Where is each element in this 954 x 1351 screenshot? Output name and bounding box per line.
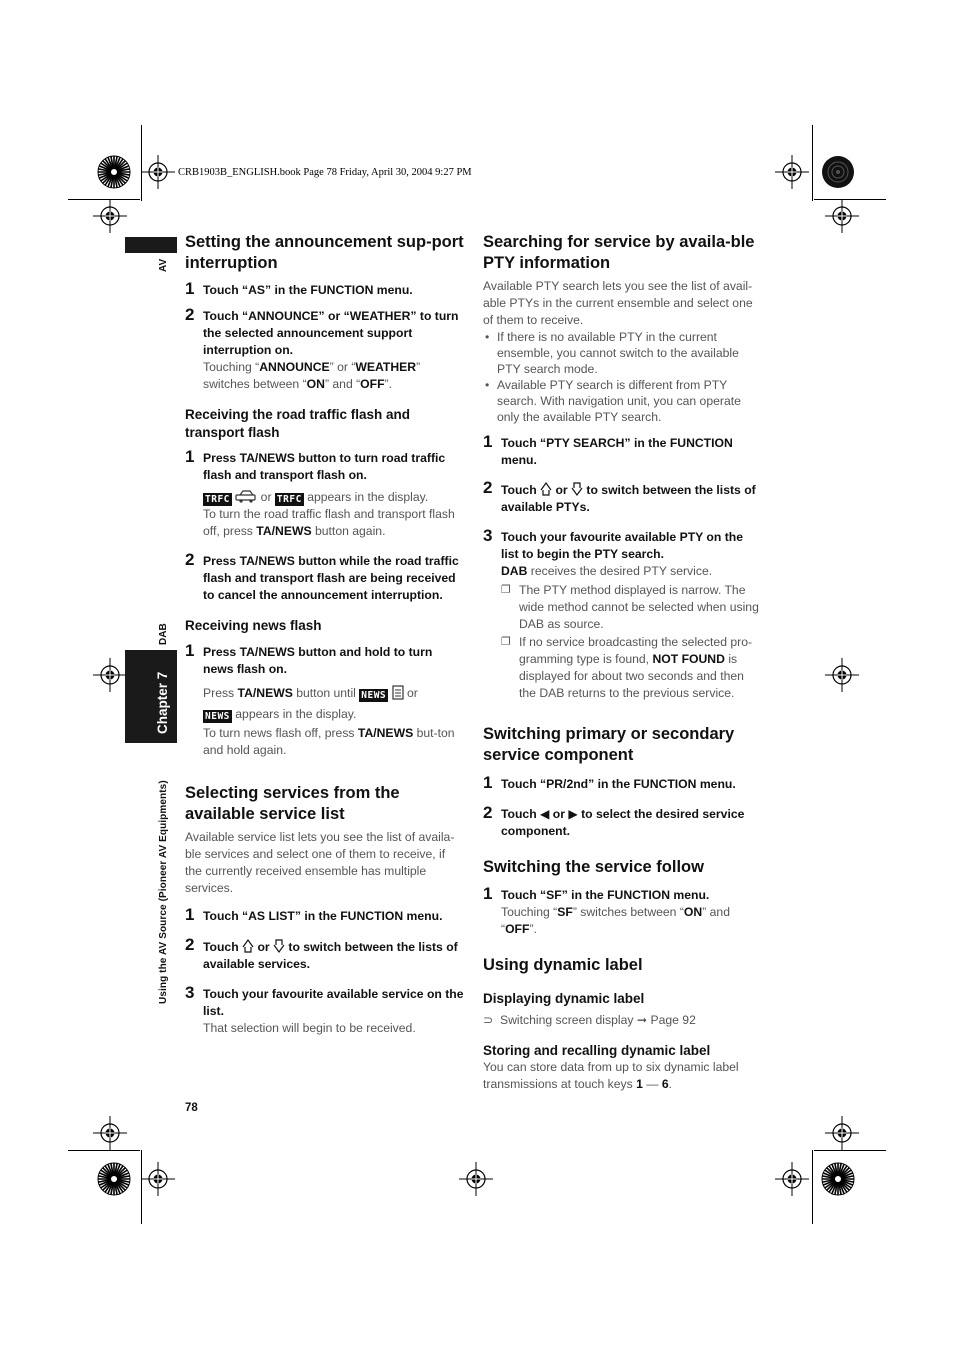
heading-service-follow: Switching the service follow [483, 858, 704, 876]
chevron-up-icon [540, 481, 552, 497]
step-instruction: Press TA/NEWS button and hold to turn news flash on. [203, 644, 433, 676]
step-instruction: Touch “PTY SEARCH” in the FUNCTION menu. [501, 436, 733, 467]
step-description: Press TA/NEWS button until NEWS or NEWS appears in the display. [203, 685, 418, 722]
step [185, 279, 465, 299]
trfc-indicator-icon: TRFC [205, 494, 230, 505]
step-instruction: Touch “PR/2nd” in the FUNCTION menu. [501, 777, 736, 791]
step-number: 1 [185, 640, 195, 660]
trfc-indicator-icon: TRFC [276, 494, 302, 505]
step [483, 884, 763, 938]
step [185, 934, 465, 973]
news-indicator-icon: NEWS [205, 710, 230, 722]
step-instruction: Press TA/NEWS button to turn road traffic flash and transport flash on. [203, 451, 446, 482]
step-number: 2 [483, 803, 493, 822]
subheading-road-traffic-flash: Receiving the road traffic flash and transport flash [185, 407, 411, 440]
step-instruction: Touch ◀ or ▶ to select the desired service component. [501, 807, 745, 838]
step [185, 982, 465, 1037]
heading-selecting-services: Selecting services from the available service list [185, 783, 400, 823]
step-description: TRFC or TRFC appears in the display. To turn the road traffic flash and transport flash off, press TA/NEWS button again. [203, 490, 455, 538]
step-instruction: Touch “AS LIST” in the FUNCTION menu. [203, 908, 443, 923]
step-number: 2 [185, 934, 195, 954]
step-instruction: Touch “ANNOUNCE” or “WEATHER” to turn the selected announcement support interruption on. [203, 309, 459, 357]
cross-reference: ⊃ Switching screen display ➞ Page 92 [483, 1012, 696, 1027]
step [483, 773, 763, 793]
note-item: ❐ The PTY method displayed is narrow. The wide method cannot be selected when using DAB as source. [501, 583, 759, 631]
heading-primary-secondary: Switching primary or secondary service component [483, 725, 735, 764]
right-column [483, 232, 763, 1093]
step-instruction: Touch “SF” in the FUNCTION menu. [501, 888, 710, 902]
step [483, 432, 763, 469]
step [185, 305, 465, 393]
note-item: ❐ If no service broadcasting the selected pro-gramming type is found, NOT FOUND is displayed for about two seconds and then the DAB returns to the previous service. [501, 635, 753, 700]
page-number: 78 [185, 1102, 198, 1114]
subheading-displaying-dynamic-label: Displaying dynamic label [483, 991, 645, 1006]
step-number: 3 [185, 982, 195, 1002]
step-number: 1 [483, 432, 493, 451]
step-description: That selection will begin to be received. [203, 1020, 416, 1035]
bullet-item: • Available PTY search is different from PTY search. With navigation unit, you can operate only the available PTY search. [485, 378, 741, 424]
heading-dynamic-label: Using dynamic label [483, 956, 643, 974]
car-icon [235, 490, 257, 503]
step-instruction: Touch “AS” in the FUNCTION menu. [203, 283, 413, 297]
file-info-header: CRB1903B_ENGLISH.book Page 78 Friday, April 30, 2004 9:27 PM [178, 167, 472, 178]
step-number: 2 [483, 478, 493, 497]
step-description: Touching “SF” switches between “ON” and “OFF”. [501, 905, 730, 936]
left-column [185, 232, 465, 1037]
step [483, 526, 763, 702]
news-page-icon [392, 685, 404, 700]
side-label-av: AV [158, 258, 169, 272]
step-description: DAB receives the desired PTY service. [501, 564, 713, 578]
reference-arrow-icon: ⊃ [483, 1012, 494, 1027]
step-instruction: Touch your favourite available PTY on the list to begin the PTY search. [501, 530, 743, 561]
step-instruction: Touch or to switch between the lists of available services. [203, 939, 458, 971]
section-vertical-label: Using the AV Source (Pioneer AV Equipments) [158, 780, 169, 1004]
storing-description: You can store data from up to six dynamic label transmissions at touch keys 1 — 6. [483, 1060, 739, 1091]
step-number: 1 [185, 279, 195, 298]
step [185, 447, 465, 540]
chevron-up-icon [242, 938, 254, 954]
bullet-item: • If there is no available PTY in the current ensemble, you cannot switch to the available PTY search mode. [485, 330, 739, 376]
step-number: 3 [483, 526, 493, 545]
subheading-storing-dynamic-label: Storing and recalling dynamic label [483, 1042, 711, 1058]
step-number: 1 [185, 904, 195, 924]
step [185, 904, 465, 925]
step-instruction: Touch or to switch between the lists of available PTYs. [501, 483, 756, 514]
step-number: 1 [483, 884, 493, 903]
step-number: 2 [185, 550, 195, 569]
step-description: Touching “ANNOUNCE” or “WEATHER” switches between “ON” and “OFF”. [203, 360, 421, 391]
step-number: 1 [185, 447, 195, 466]
chapter-label: Chapter 7 [155, 671, 170, 734]
step [483, 478, 763, 516]
step-number: 1 [483, 773, 493, 792]
step [185, 550, 465, 604]
intro-paragraph: Available PTY search lets you see the list of avail-able PTYs in the current ensemble and select one of them to receive. [483, 279, 753, 327]
section-tab-bar [125, 237, 177, 253]
chevron-down-icon [571, 481, 583, 497]
step [185, 640, 465, 759]
step-instruction: Touch your favourite available service on the list. [203, 986, 464, 1018]
news-indicator-icon: NEWS [361, 689, 387, 701]
heading-announcement-interruption: Setting the announcement sup-port interruption [185, 233, 464, 272]
step-description: To turn news flash off, press TA/NEWS but-ton and hold again. [203, 725, 455, 757]
step [483, 803, 763, 840]
side-label-dab: DAB [158, 623, 169, 645]
step-number: 2 [185, 305, 195, 324]
subheading-news-flash: Receiving news flash [185, 618, 322, 633]
heading-pty-search: Searching for service by availa-ble PTY information [483, 233, 755, 272]
step-instruction: Press TA/NEWS button while the road traffic flash and transport flash are being received to cancel the announcement interruption. [203, 554, 459, 602]
intro-paragraph: Available service list lets you see the list of availa-ble services and select one of them to receive, if the currently received ensemble has multiple services. [185, 829, 455, 895]
chevron-down-icon [273, 938, 285, 954]
